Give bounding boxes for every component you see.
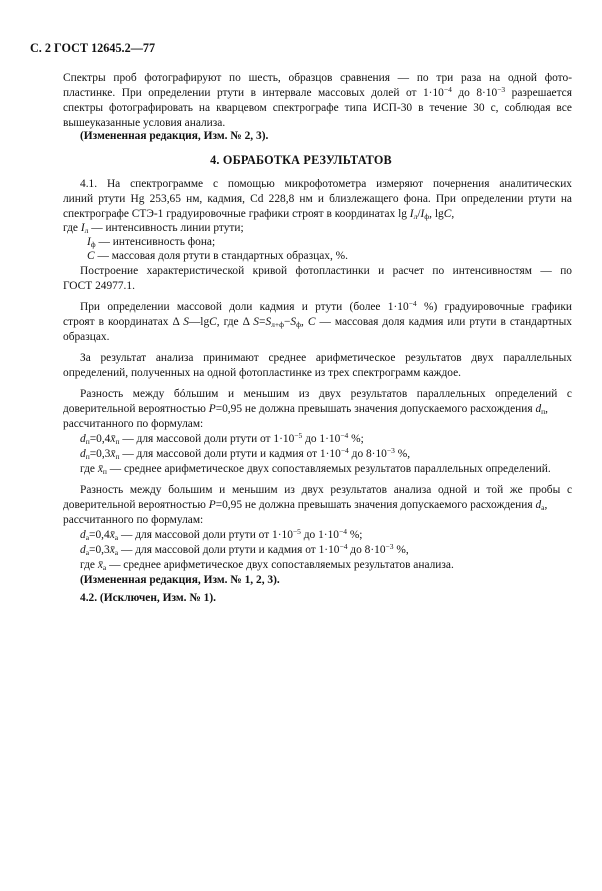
edition-note: (Измененная редакция, Изм. № 2, 3). — [80, 130, 269, 142]
definition-line: $I_ф$ — интенсивность фона; — [87, 236, 216, 249]
formula-line: $d_п=0,3x̄_п$ — для массовой доли ртути и кадмия от $1\cdot 10^{-4}$ до $8\cdot 10^{-3}$ %, — [80, 446, 411, 461]
paragraph-line: определений, полученных на одной фотопластинке из трех спектрограмм каждое. — [63, 367, 462, 379]
edition-note: (Измененная редакция, Изм. № 1, 2, 3). — [80, 574, 280, 586]
paragraph-line: спектры фотографировать на кварцевом спектрографе типа ИСП-30 в течение 30 с, соблюдая все — [63, 102, 572, 114]
paragraph-line: Спектры проб фотографируют по шесть, образцов сравнения — по три раза на одной фото- — [63, 72, 572, 84]
formula-line: $d_п=0,4x̄_п$ — для массовой доли ртути от $1\cdot 10^{-5}$ до $1\cdot 10^{-4}$ %; — [80, 431, 364, 446]
paragraph-line: вышеуказанные условия анализа. — [63, 117, 226, 129]
definition-line: где $I_л$ — интенсивность линии ртути; — [63, 222, 244, 235]
paragraph-line: рассчитанного по формулам: — [63, 514, 204, 526]
paragraph-line: За результат анализа принимают среднее арифметическое результатов двух параллельных — [80, 352, 572, 364]
definition-line: C — массовая доля ртути в стандартных образцах, %. — [87, 250, 348, 262]
paragraph-line: доверительной вероятностью P=0,95 не должна превышать значения допускаемого расхождения $d_п$, — [63, 403, 549, 416]
paragraph-line: пластинке. При определении ртути в интервале массовых долей от $1\cdot 10^{-4}$ до $8\cdot 10^{-3}$ разрешается — [63, 85, 572, 99]
formula-line: $d_а=0,3x̄_а$ — для массовой доли ртути и кадмия от $1\cdot 10^{-4}$ до $8\cdot 10^{-3}$ %, — [80, 542, 409, 557]
formula-line: $d_а=0,4x̄_а$ — для массовой доли ртути от $1\cdot 10^{-5}$ до $1\cdot 10^{-4}$ %; — [80, 527, 363, 542]
paragraph-line: Разность между бóльшим и меньшим из двух результатов параллельных определений с — [80, 388, 572, 400]
definition-line: где $x̄_а$ — среднее арифметическое двух сопоставляемых результатов анализа. — [80, 559, 454, 572]
definition-line: где $x̄_п$ — среднее арифметическое двух сопоставляемых результатов параллельных определений. — [80, 463, 551, 476]
paragraph-line: рассчитанного по формулам: — [63, 418, 204, 430]
paragraph-line: При определении массовой доли кадмия и ртути (более $1\cdot 10^{-4}$ %) градуировочные графики — [80, 299, 572, 313]
paragraph-line: Построение характеристической кривой фотопластинки и расчет по интенсивностям — по — [80, 265, 572, 277]
paragraph-line: строят в координатах Δ S—lgC, где Δ $S=S_{л+ф}-S_ф$, C — массовая доля кадмия или ртути в стандартных — [63, 316, 572, 329]
section-title: 4. ОБРАБОТКА РЕЗУЛЬТАТОВ — [210, 153, 392, 167]
paragraph-line: ГОСТ 24977.1. — [63, 280, 135, 292]
section-4-2: 4.2. (Исключен, Изм. № 1). — [80, 592, 216, 604]
paragraph-line: 4.1. На спектрограмме с помощью микрофотометра измеряют почернения аналитических — [80, 178, 572, 190]
paragraph-line: линий ртути Hg 253,65 нм, кадмия, Cd 228,8 нм и близлежащего фона. При определении ртути на — [63, 193, 572, 205]
paragraph-line: образцах. — [63, 331, 110, 343]
paragraph-line: спектрографе СТЭ-1 градуировочные графики строят в координатах $\lg I_л/I_ф$, lgC, — [63, 208, 455, 221]
paragraph-line: доверительной вероятностью P=0,95 не должна превышать значения допускаемого расхождения $d_а$, — [63, 499, 548, 512]
paragraph-line: Разность между большим и меньшим из двух результатов анализа одной и той же пробы с — [80, 484, 572, 496]
page-header: С. 2 ГОСТ 12645.2—77 — [30, 41, 156, 55]
